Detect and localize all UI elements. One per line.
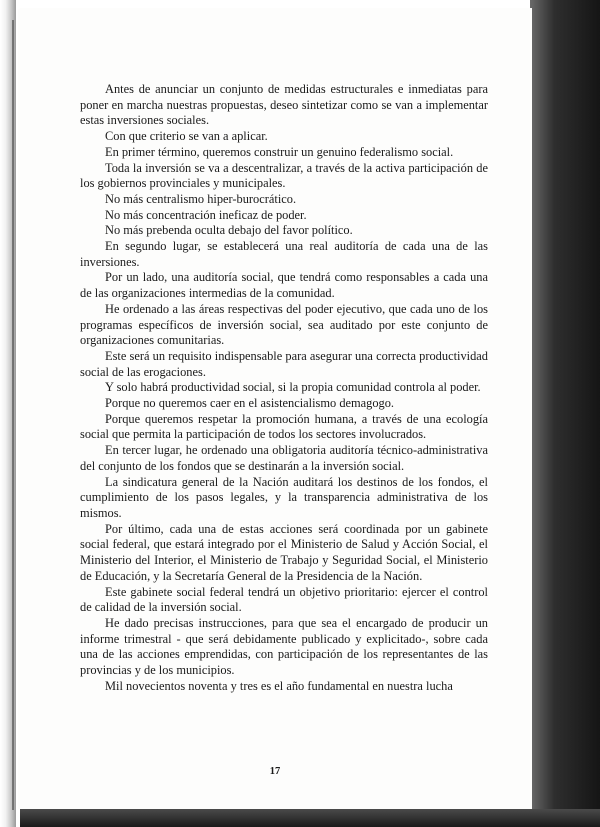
paragraph: En segundo lugar, se establecerá una real auditoría de cada una de las inversiones. bbox=[80, 239, 488, 269]
document-page bbox=[18, 8, 532, 809]
binding-line bbox=[12, 20, 14, 810]
paragraph: No más prebenda oculta debajo del favor político. bbox=[105, 223, 353, 238]
paragraph: En tercer lugar, he ordenado una obligatoria auditoría técnico-administrativa del conjunto de los fondos que se destinarán a la inversión social. bbox=[80, 443, 488, 473]
body-text bbox=[80, 82, 488, 694]
paragraph: Por un lado, una auditoría social, que tendrá como responsables a cada una de las organizaciones intermedias de la comunidad. bbox=[80, 270, 488, 301]
paragraph: Porque queremos respetar la promoción humana, a través de una ecología social que permita la participación de todos los sectores involucrados. bbox=[80, 411, 488, 442]
paragraph: He ordenado a las áreas respectivas del poder ejecutivo, que cada uno de los programas específicos de inversión social, sea auditado por este conjunto de organizaciones comunitarias. bbox=[80, 301, 488, 348]
paragraph: Mil novecientos noventa y tres es el año fundamental en nuestra lucha bbox=[105, 678, 453, 693]
paragraph: Este gabinete social federal tendrá un objetivo prioritario: ejercer el control de calidad de la inversión social. bbox=[80, 584, 488, 615]
paragraph: Porque no queremos caer en el asistencialismo demagogo. bbox=[105, 396, 395, 411]
scan-shadow-right bbox=[530, 0, 600, 827]
page-number: 17 bbox=[269, 766, 281, 777]
paragraph: No más concentración ineficaz de poder. bbox=[105, 207, 307, 222]
paragraph: Antes de anunciar un conjunto de medidas estructurales e inmediatas para poner en marcha nuestras propuestas, deseo sintetizar como se van a implementar estas inversiones sociales. bbox=[80, 82, 488, 128]
paragraph: Y solo habrá productividad social, si la propia comunidad controla al poder. bbox=[105, 380, 481, 395]
paragraph: La sindicatura general de la Nación auditará los destinos de los fondos, el cumplimiento de los pasos legales, y la transparencia administrativa de los mismos. bbox=[80, 474, 488, 520]
paragraph: En primer término, queremos construir un genuino federalismo social. bbox=[105, 144, 454, 159]
paragraph: Toda la inversión se va a descentralizar, a través de la activa participación de los gobiernos provinciales y municipales. bbox=[80, 160, 488, 191]
paragraph: Con que criterio se van a aplicar. bbox=[105, 129, 268, 144]
paragraph: He dado precisas instrucciones, para que sea el encargado de producir un informe trimestral - que será debidamente publicado y explicitado-, sobre cada una de las acciones emprendidas, con participación de los representantes de las provincias y de los municipios. bbox=[80, 615, 488, 678]
scan-shadow-bottom bbox=[20, 809, 600, 827]
paragraph: Por último, cada una de estas acciones será coordinada por un gabinete social federal, que estará integrado por el Ministerio de Salud y Acción Social, el Ministerio del Interior, el Ministerio de Trabajo y Seguridad Social, el Ministerio de Educación, y la Secretaría General de la Presidencia de la Nación. bbox=[80, 521, 488, 583]
paragraph: No más centralismo hiper-burocrático. bbox=[105, 191, 297, 206]
paragraph: Este será un requisito indispensable para asegurar una correcta productividad social de las erogaciones. bbox=[80, 348, 488, 379]
